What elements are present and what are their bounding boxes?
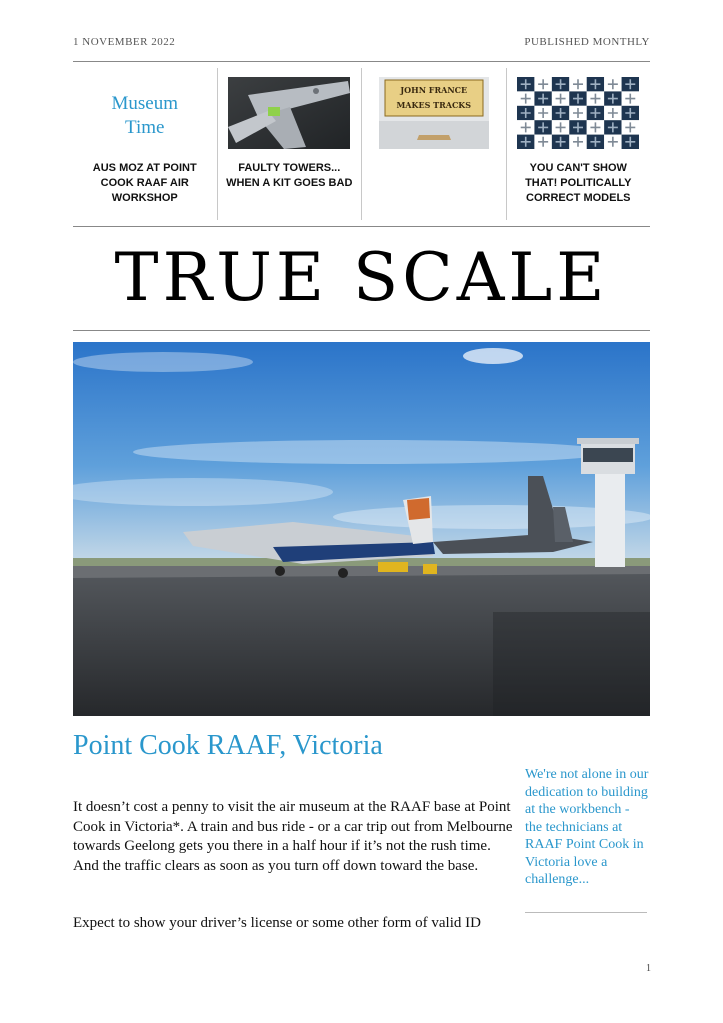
header-divider — [73, 61, 650, 62]
teaser-faulty-towers[interactable] — [218, 68, 363, 220]
publication-frequency: PUBLISHED MONTHLY — [524, 36, 650, 48]
sign-line-1: JOHN FRANCE — [400, 85, 468, 95]
page-number: 1 — [646, 963, 651, 974]
museum-time-logo: Museum Time — [111, 93, 178, 138]
article-title: Point Cook RAAF, Victoria — [73, 730, 383, 761]
teaser-strip — [73, 68, 650, 220]
issue-date: 1 NOVEMBER 2022 — [73, 36, 176, 48]
teaser-caption: FAULTY TOWERS... WHEN A KIT GOES BAD — [226, 162, 353, 189]
pull-quote-divider — [525, 912, 647, 913]
teaser-museum-time[interactable] — [73, 68, 218, 220]
teaser-politically-correct[interactable] — [507, 68, 651, 220]
teaser-john-france[interactable] — [362, 68, 507, 220]
teaser-divider — [73, 226, 650, 227]
article-paragraph: It doesn’t cost a penny to visit the air museum at the RAAF base at Point Cook in Victoria*. A train and bus ride - or a car trip out from Melbourne towards Geelong gets you there in a half hour if it’s not the rush time. And the traffic clears as soon as you turn off down toward the base. — [73, 799, 513, 874]
article-paragraph: Expect to show your driver’s license or some other form of valid ID — [73, 915, 481, 931]
masthead-divider — [73, 330, 650, 331]
model-kit-thumbnail — [228, 77, 350, 149]
hero-photo-aircraft-on-tarmac — [73, 342, 650, 716]
teaser-caption: YOU CAN'T SHOW THAT! POLITICALLY CORRECT MODELS — [525, 162, 632, 204]
teaser-caption: AUS MOZ AT POINT COOK RAAF AIR WORKSHOP — [92, 162, 197, 204]
pull-quote: We're not alone in our dedication to building at the workbench - the technicians at RAAF Point Cook in Victoria love a challenge... — [525, 767, 649, 887]
aircraft-grid-thumbnail — [517, 77, 639, 149]
diorama-thumbnail — [379, 77, 489, 149]
sign-line-2: MAKES TRACKS — [396, 100, 472, 110]
masthead-title: TRUE SCALE — [114, 239, 609, 316]
